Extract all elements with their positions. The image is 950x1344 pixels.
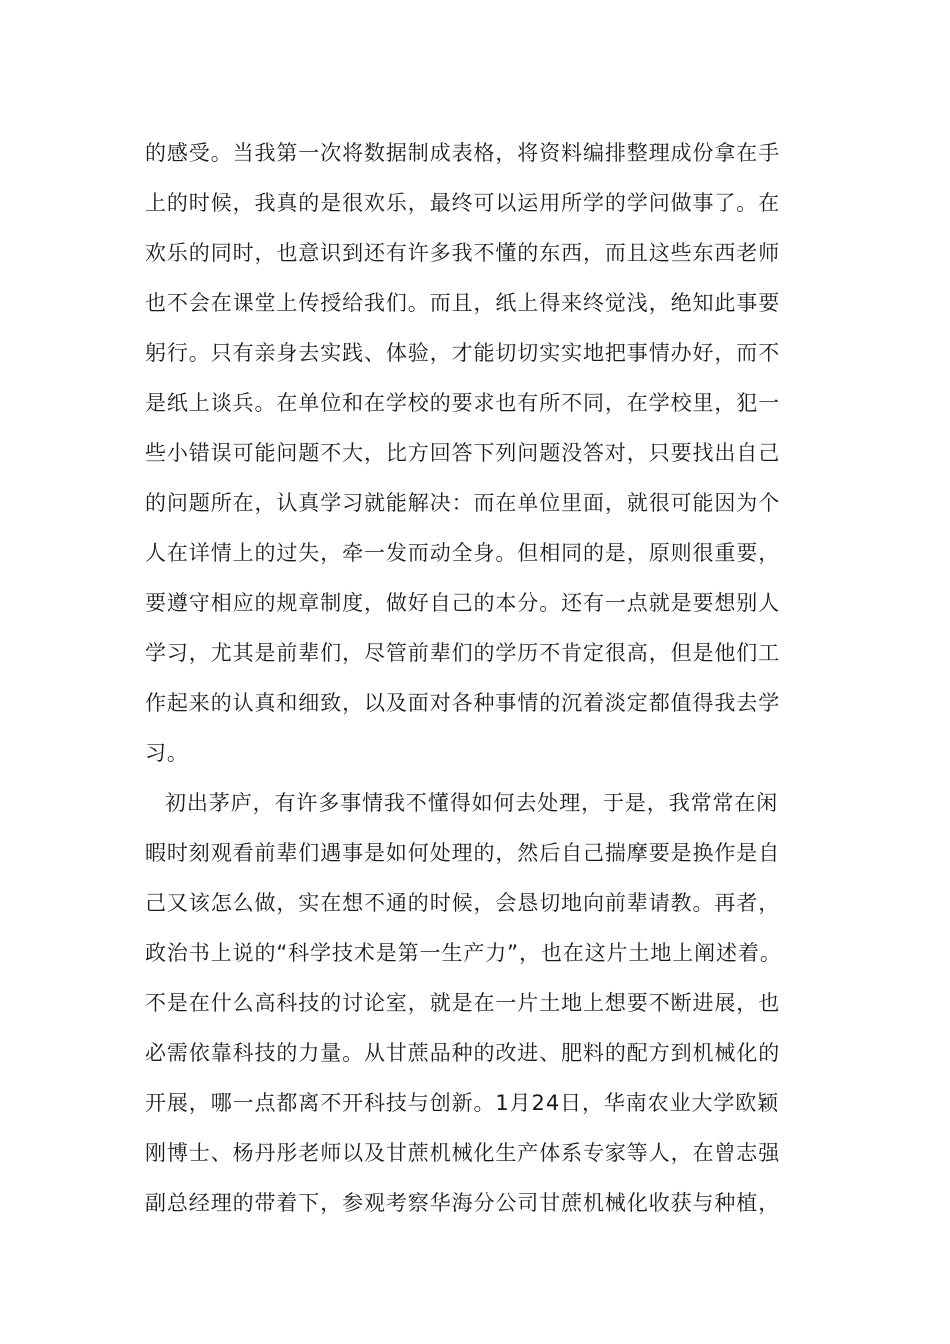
text-line: 学习，尤其是前辈们，尽管前辈们的学历不肯定很高，但是他们工 (145, 641, 781, 665)
text-line: 不是在什么高科技的讨论室，就是在一片土地上想要不断进展，也 (145, 991, 781, 1015)
text-line: 欢乐的同时，也意识到还有许多我不懂的东西，而且这些东西老师 (145, 241, 781, 265)
paragraph-first-line: 初出茅庐，有许多事情我不懂得如何去处理，于是，我常常在闲 (165, 791, 779, 815)
text-line: 是纸上谈兵。在单位和在学校的要求也有所不同，在学校里，犯一 (145, 391, 781, 415)
text-line: 的感受。当我第一次将数据制成表格，将资料编排整理成份拿在手 (145, 141, 781, 165)
text-line: 副总经理的带着下，参观考察华海分公司甘蔗机械化收获与种植， (145, 1191, 781, 1215)
text-line: 上的时候，我真的是很欢乐，最终可以运用所学的学问做事了。在 (145, 191, 781, 215)
text-line: 刚博士、杨丹彤老师以及甘蔗机械化生产体系专家等人，在曾志强 (145, 1141, 781, 1165)
text-line: 己又该怎么做，实在想不通的时候，会恳切地向前辈请教。再者， (145, 891, 781, 915)
text-line: 开展，哪一点都离不开科技与创新。1月24日，华南农业大学欧颖 (145, 1091, 780, 1115)
body-text (145, 128, 825, 1228)
text-line: 躬行。只有亲身去实践、体验，才能切切实实地把事情办好，而不 (145, 341, 781, 365)
text-line: 的问题所在，认真学习就能解决：而在单位里面，就很可能因为个 (145, 491, 781, 515)
text-line: 作起来的认真和细致，以及面对各种事情的沉着淡定都值得我去学 (145, 691, 781, 715)
text-line: 必需依靠科技的力量。从甘蔗品种的改进、肥料的配方到机械化的 (145, 1041, 781, 1065)
text-line: 政治书上说的“科学技术是第一生产力”，也在这片土地上阐述着。 (145, 941, 782, 965)
text-line: 暇时刻观看前辈们遇事是如何处理的，然后自己揣摩要是换作是自 (145, 841, 781, 865)
text-line: 人在详情上的过失，牵一发而动全身。但相同的是，原则很重要， (145, 541, 781, 565)
text-line: 也不会在课堂上传授给我们。而且，纸上得来终觉浅，绝知此事要 (145, 291, 781, 315)
text-line: 些小错误可能问题不大，比方回答下列问题没答对，只要找出自己 (145, 441, 781, 465)
text-line: 习。 (145, 741, 189, 765)
text-line: 要遵守相应的规章制度，做好自己的本分。还有一点就是要想别人 (145, 591, 781, 615)
